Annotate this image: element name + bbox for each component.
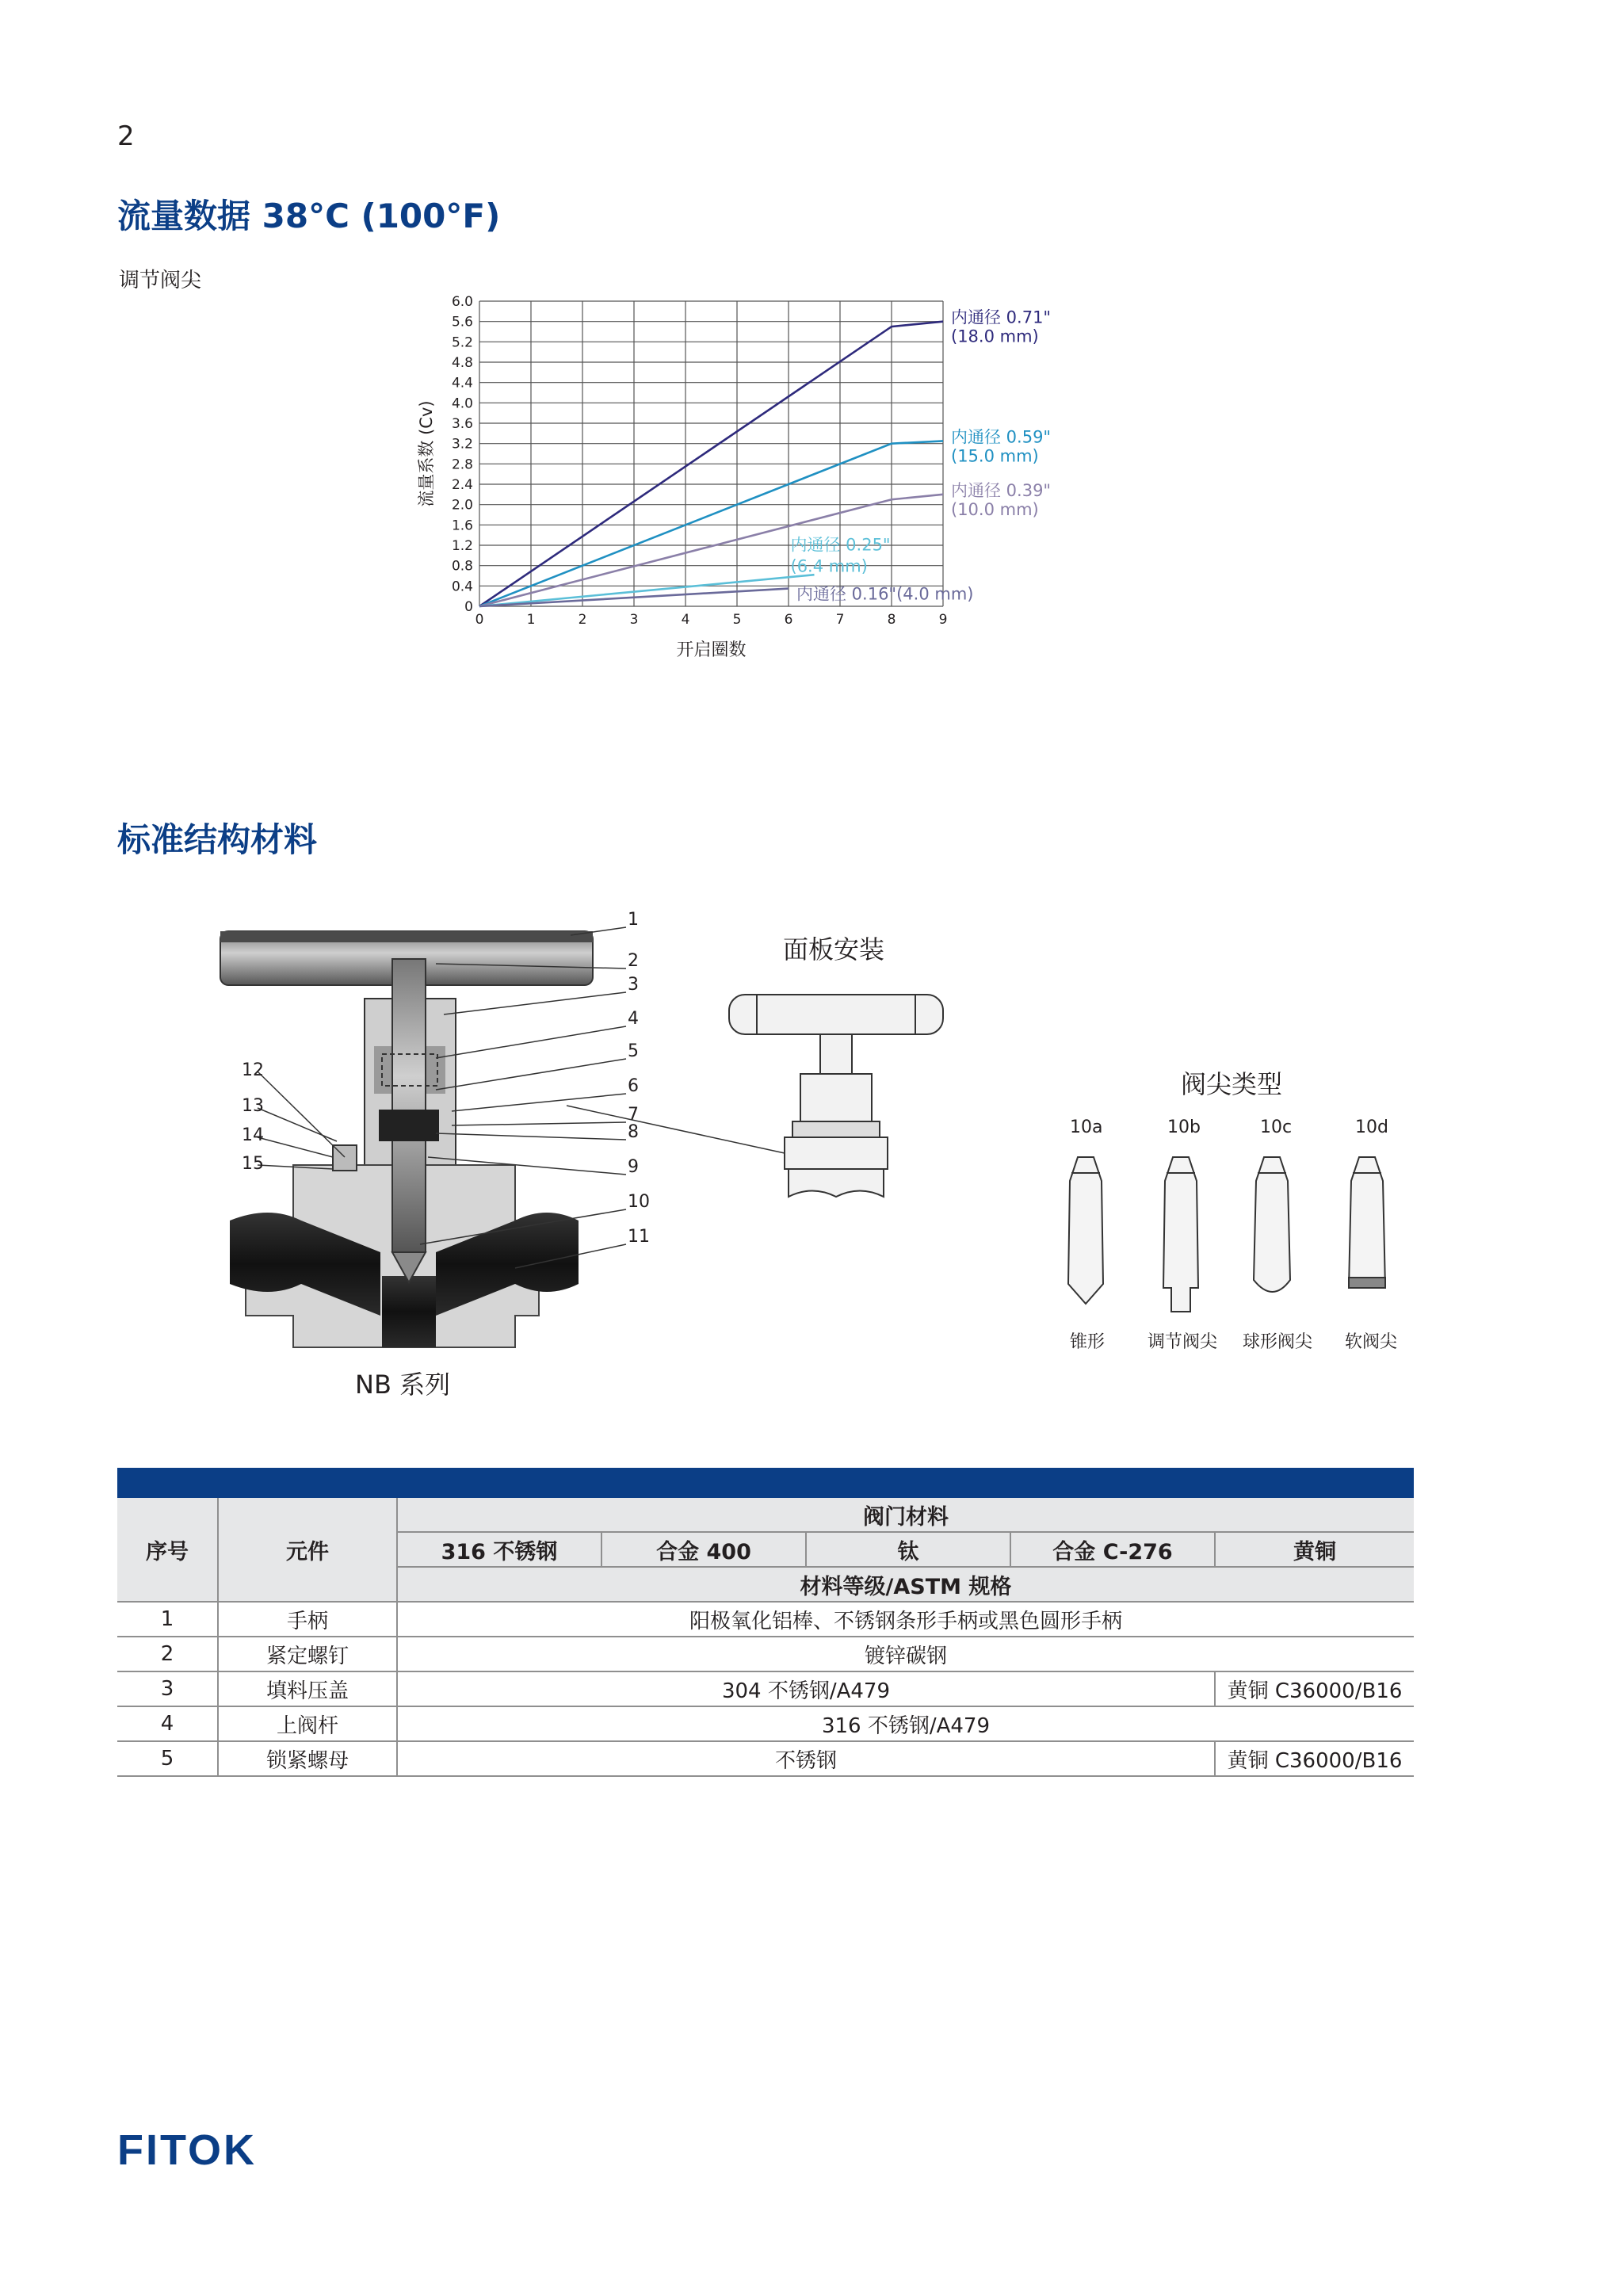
- tip-code-10d: 10d: [1355, 1117, 1388, 1137]
- y-axis-label: 流量系数 (Cv): [417, 400, 436, 507]
- series-label: 内通径 0.59": [951, 427, 1052, 447]
- callout-13: 13: [242, 1096, 264, 1116]
- callout-7: 7: [628, 1105, 639, 1125]
- tip-code-10b: 10b: [1167, 1117, 1201, 1137]
- y-tick-label: 3.2: [451, 436, 473, 453]
- y-tick-label: 4.8: [451, 355, 473, 371]
- row-no: 3: [117, 1671, 218, 1706]
- callout-4: 4: [628, 1009, 639, 1029]
- row-part: 手柄: [218, 1602, 397, 1637]
- page-number: 2: [117, 120, 135, 152]
- callout-1: 1: [628, 910, 639, 930]
- callout-12: 12: [242, 1060, 264, 1080]
- tip-types-caption: 阀尖类型: [1181, 1069, 1283, 1099]
- callout-14: 14: [242, 1125, 264, 1145]
- table-row: [117, 1671, 1414, 1706]
- row-part: 锁紧螺母: [218, 1741, 397, 1776]
- col-header-part: 元件: [218, 1498, 397, 1602]
- row-no: 2: [117, 1637, 218, 1671]
- x-tick-label: 3: [629, 612, 639, 628]
- tip-code-10a: 10a: [1070, 1117, 1103, 1137]
- y-tick-label: 5.2: [451, 334, 473, 351]
- series-label: 内通径 0.39": [951, 480, 1052, 500]
- tip-name-cone: 锥形: [1070, 1332, 1106, 1352]
- material-c276: 合金 C-276: [1010, 1532, 1215, 1567]
- series-label: 内通径 0.16"(4.0 mm): [796, 584, 974, 604]
- panel-mount-caption: 面板安装: [783, 934, 885, 965]
- x-tick-label: 4: [681, 612, 690, 628]
- callout-11: 11: [628, 1227, 650, 1247]
- series-label: 内通径 0.71": [951, 308, 1052, 327]
- y-tick-label: 0: [464, 599, 473, 615]
- row-no: 1: [117, 1602, 218, 1637]
- x-tick-label: 5: [732, 612, 742, 628]
- x-axis-label: 开启圈数: [676, 640, 747, 660]
- row-spec: 阳极氧化铝棒、不锈钢条形手柄或黑色圆形手柄: [397, 1602, 1414, 1637]
- tip-types-drawing: [1054, 1141, 1419, 1324]
- col-header-valve-material: 阀门材料: [397, 1498, 1414, 1532]
- row-spec: 304 不锈钢/A479: [397, 1671, 1215, 1706]
- y-tick-label: 0.8: [451, 558, 473, 575]
- row-brass-spec: 黄铜 C36000/B16: [1215, 1741, 1414, 1776]
- tip-name-soft: 软阀尖: [1345, 1332, 1398, 1352]
- callout-10: 10: [628, 1192, 650, 1212]
- valve-cross-section: [198, 904, 674, 1411]
- callout-5: 5: [628, 1041, 639, 1061]
- y-tick-label: 1.6: [451, 518, 473, 534]
- fitok-logo: FITOK: [117, 2126, 257, 2174]
- chart-subtitle: 调节阀尖: [119, 269, 202, 292]
- series-caption: NB 系列: [355, 1370, 451, 1400]
- row-spec: 镀锌碳钢: [397, 1637, 1414, 1671]
- series-label-mm: (6.4 mm): [790, 556, 868, 576]
- callout-2: 2: [628, 951, 639, 971]
- series-label-mm: (18.0 mm): [951, 327, 1039, 346]
- material-brass: 黄铜: [1215, 1532, 1414, 1567]
- y-tick-label: 0.4: [451, 579, 473, 595]
- series-line-1: [479, 441, 943, 606]
- x-tick-label: 9: [938, 612, 948, 628]
- y-tick-label: 2.0: [451, 497, 473, 514]
- section-title-flow: 流量数据 38°C (100°F): [117, 197, 501, 235]
- x-tick-label: 6: [784, 612, 793, 628]
- col-header-no: 序号: [117, 1498, 218, 1602]
- material-titanium: 钛: [806, 1532, 1010, 1567]
- x-tick-label: 7: [835, 612, 845, 628]
- y-tick-label: 6.0: [451, 294, 473, 310]
- y-tick-label: 4.4: [451, 375, 473, 392]
- series-label-mm: (15.0 mm): [951, 446, 1039, 466]
- table-row: [117, 1602, 1414, 1637]
- material-316ss: 316 不锈钢: [397, 1532, 601, 1567]
- x-tick-label: 0: [475, 612, 484, 628]
- callout-15: 15: [242, 1154, 264, 1174]
- callout-6: 6: [628, 1076, 639, 1096]
- tip-name-ball: 球形阀尖: [1243, 1332, 1313, 1352]
- table-header-band: [117, 1468, 1414, 1498]
- material-alloy400: 合金 400: [601, 1532, 806, 1567]
- y-tick-label: 2.8: [451, 457, 473, 473]
- row-part: 上阀杆: [218, 1706, 397, 1741]
- row-no: 5: [117, 1741, 218, 1776]
- row-spec: 不锈钢: [397, 1741, 1215, 1776]
- y-tick-label: 4.0: [451, 395, 473, 412]
- y-tick-label: 1.2: [451, 538, 473, 554]
- materials-table: [117, 1468, 1414, 1777]
- y-tick-label: 2.4: [451, 477, 473, 493]
- x-tick-label: 1: [526, 612, 536, 628]
- row-spec: 316 不锈钢/A479: [397, 1706, 1414, 1741]
- callout-3: 3: [628, 975, 639, 995]
- y-tick-label: 3.6: [451, 416, 473, 432]
- x-tick-label: 8: [887, 612, 896, 628]
- section-title-materials: 标准结构材料: [117, 820, 318, 859]
- x-tick-label: 2: [578, 612, 587, 628]
- callout-8: 8: [628, 1122, 639, 1142]
- grade-row-header: 材料等级/ASTM 规格: [397, 1567, 1414, 1602]
- y-tick-label: 5.6: [451, 314, 473, 330]
- callout-9: 9: [628, 1157, 639, 1177]
- flow-chart: [396, 289, 1052, 678]
- row-brass-spec: 黄铜 C36000/B16: [1215, 1671, 1414, 1706]
- row-part: 填料压盖: [218, 1671, 397, 1706]
- series-label: 内通径 0.25": [790, 535, 891, 555]
- table-row: [117, 1706, 1414, 1741]
- tip-name-regulating: 调节阀尖: [1148, 1332, 1218, 1352]
- row-part: 紧定螺钉: [218, 1637, 397, 1671]
- series-label-mm: (10.0 mm): [951, 499, 1039, 519]
- tip-code-10c: 10c: [1260, 1117, 1293, 1137]
- table-row: [117, 1637, 1414, 1671]
- row-no: 4: [117, 1706, 218, 1741]
- table-row: [117, 1741, 1414, 1776]
- panel-mount-drawing: [725, 987, 947, 1217]
